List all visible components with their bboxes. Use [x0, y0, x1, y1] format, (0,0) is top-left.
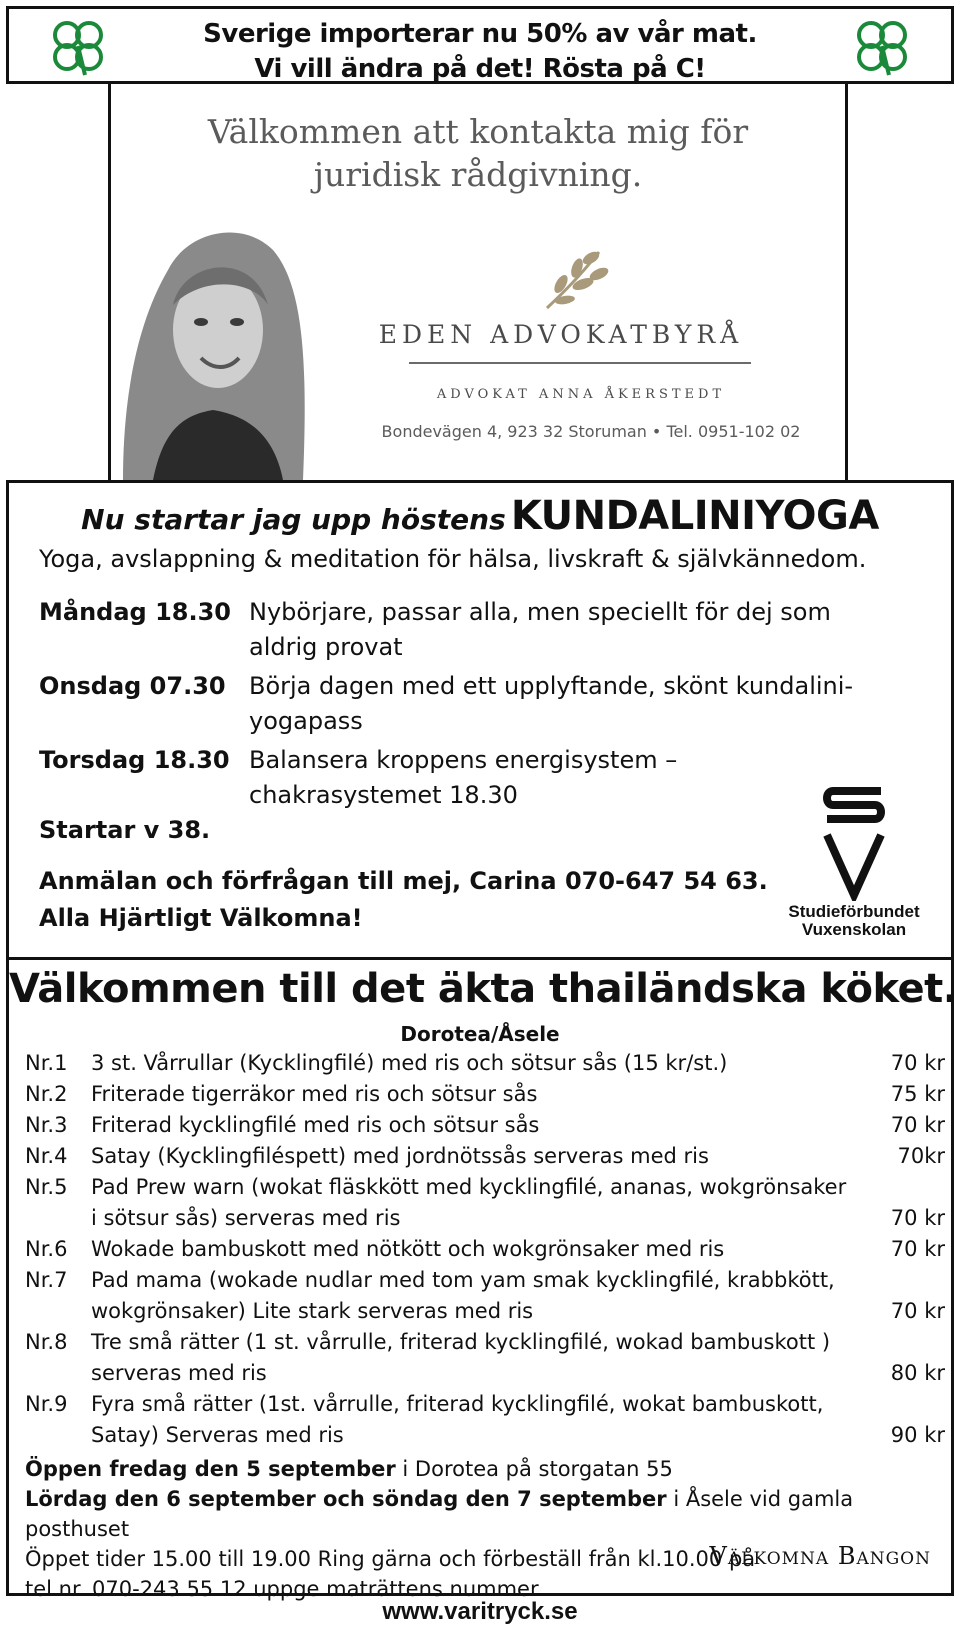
opening-line-1	[25, 1454, 945, 1484]
menu-item-desc: Tre små rätter (1 st. vårrulle, friterad kycklingfilé, wokad bambuskott ) serveras med ris	[91, 1330, 831, 1385]
yoga-title-main: KUNDALINIYOGA	[510, 493, 879, 539]
thai-title: Välkommen till det äkta thailändska köket.	[9, 966, 958, 1012]
menu-item-desc: Wokade bambuskott med nötkött och wokgrönsaker med ris	[91, 1237, 725, 1261]
law-firm-ad	[108, 84, 848, 482]
menu-item	[25, 1141, 945, 1172]
schedule-day: Torsdag 18.30	[39, 746, 230, 774]
schedule-desc: Balansera kroppens energisystem – chakrasystemet 18.30	[249, 746, 678, 809]
start-week: Startar v 38.	[39, 816, 211, 844]
printer-url: www.varitryck.se	[382, 1598, 578, 1625]
law-intro	[111, 110, 845, 196]
menu-item-desc: Pad Prew warn (wokat fläskkött med kycklingfilé, ananas, wokgrönsaker i sötsur sås) serveras med ris	[91, 1175, 847, 1230]
menu-item	[25, 1110, 945, 1141]
opening-2-bold: Lördag den 6 september och söndag den 7 september	[25, 1487, 667, 1511]
firm-divider	[409, 362, 751, 364]
menu-item	[25, 1265, 945, 1327]
opening-hours: Öppet tider 15.00 till 19.00 Ring gärna och förbeställ från kl.10.00 på	[25, 1547, 756, 1571]
menu-item-price: 70 kr	[890, 1237, 945, 1261]
order-phone: tel.nr. 070-243 55 12 uppge maträttens nummer.	[25, 1577, 544, 1601]
menu-item-price: 70 kr	[890, 1113, 945, 1137]
yoga-title-lead: Nu startar jag upp höstens	[81, 503, 506, 536]
menu-item	[25, 1234, 945, 1265]
menu-item-number: Nr.1	[25, 1051, 68, 1075]
menu-item-number: Nr.5	[25, 1175, 68, 1199]
menu-item-number: Nr.4	[25, 1144, 68, 1168]
menu-item-desc: Fyra små rätter (1st. vårrulle, friterad kycklingfilé, wokat bambuskott, Satay) Serveras med ris	[91, 1392, 824, 1447]
organization-name	[769, 903, 939, 939]
menu-item-price: 70 kr	[890, 1051, 945, 1075]
four-leaf-clover-icon	[849, 15, 915, 79]
menu-item-number: Nr.9	[25, 1392, 68, 1416]
menu-item-price: 70 kr	[890, 1299, 945, 1323]
party-ad	[6, 6, 954, 84]
thai-location: Dorotea/Åsele	[400, 1022, 560, 1046]
menu-item-price: 80 kr	[890, 1361, 945, 1385]
menu-item-price: 70kr	[897, 1144, 945, 1168]
schedule-day: Måndag 18.30	[39, 598, 231, 626]
yoga-ad	[6, 480, 954, 960]
opening-info	[25, 1454, 945, 1604]
menu-item-desc: 3 st. Vårrullar (Kycklingfilé) med ris och sötsur sås (15 kr/st.)	[91, 1051, 728, 1075]
schedule-row	[39, 595, 859, 665]
lawyer-portrait-photo	[113, 210, 313, 480]
menu-item-price: 75 kr	[890, 1082, 945, 1106]
schedule-row	[39, 743, 859, 813]
menu-item-number: Nr.3	[25, 1113, 68, 1137]
menu-item-desc: Pad mama (wokade nudlar med tom yam smak kycklingfilé, krabbkött, wokgrönsaker) Lite stark serveras med ris	[91, 1268, 835, 1323]
signup-info	[39, 863, 768, 937]
thai-signoff: Välkomna Bangon	[709, 1542, 931, 1570]
olive-branch-icon	[539, 242, 613, 312]
firm-name: EDEN ADVOKATBYRÅ	[378, 320, 744, 349]
schedule-day: Onsdag 07.30	[39, 672, 226, 700]
party-line-1: Sverige importerar nu 50% av vår mat.	[203, 19, 757, 49]
menu-item-number: Nr.7	[25, 1268, 68, 1292]
signup-line-2: Alla Hjärtligt Välkomna!	[39, 904, 363, 932]
firm-address: Bondevägen 4, 923 32 Storuman • Tel. 0951-102 02	[381, 422, 801, 441]
schedule-row	[39, 669, 859, 739]
menu-item	[25, 1327, 945, 1389]
menu-item-number: Nr.2	[25, 1082, 68, 1106]
party-line-2: Vi vill ändra på det! Rösta på C!	[254, 54, 706, 84]
signup-line-1: Anmälan och förfrågan till mej, Carina 070-647 54 63.	[39, 867, 768, 895]
law-intro-line-2: juridisk rådgivning.	[313, 155, 643, 194]
yoga-title	[9, 493, 951, 539]
menu-item-desc: Satay (Kycklingfiléspett) med jordnötssås serveras med ris	[91, 1144, 709, 1168]
opening-2-rest: i Åsele vid gamla posthuset	[25, 1487, 854, 1541]
thai-menu	[25, 1048, 945, 1451]
opening-line-2	[25, 1484, 945, 1544]
menu-item-number: Nr.6	[25, 1237, 68, 1261]
law-intro-line-1: Välkommen att kontakta mig för	[207, 112, 749, 151]
menu-item-desc: Friterade tigerräkor med ris och sötsur sås	[91, 1082, 538, 1106]
menu-item-price: 90 kr	[890, 1423, 945, 1447]
menu-item-desc: Friterad kycklingfilé med ris och sötsur sås	[91, 1113, 540, 1137]
org-line-2: Vuxenskolan	[801, 920, 907, 939]
studieforbundet-logo-icon	[819, 783, 889, 901]
menu-item-price: 70 kr	[890, 1206, 945, 1230]
yoga-subtitle: Yoga, avslappning & meditation för hälsa, livskraft & självkännedom.	[39, 545, 867, 573]
schedule-desc: Nybörjare, passar alla, men speciellt för dej som aldrig provat	[249, 598, 831, 661]
menu-item	[25, 1172, 945, 1234]
thai-kitchen-ad	[6, 960, 958, 1601]
lawyer-name: ADVOKAT ANNA ÅKERSTEDT	[436, 387, 726, 402]
menu-item	[25, 1389, 945, 1451]
opening-1-bold: Öppen fredag den 5 september	[25, 1457, 396, 1481]
menu-item	[25, 1048, 945, 1079]
yoga-schedule	[39, 595, 859, 817]
schedule-desc: Börja dagen med ett upplyftande, skönt kundalini-yogapass	[249, 672, 854, 735]
opening-1-rest: i Dorotea på storgatan 55	[395, 1457, 673, 1481]
party-headline	[9, 17, 951, 87]
menu-item	[25, 1079, 945, 1110]
menu-item-number: Nr.8	[25, 1330, 68, 1354]
org-line-1: Studieförbundet	[788, 902, 920, 921]
